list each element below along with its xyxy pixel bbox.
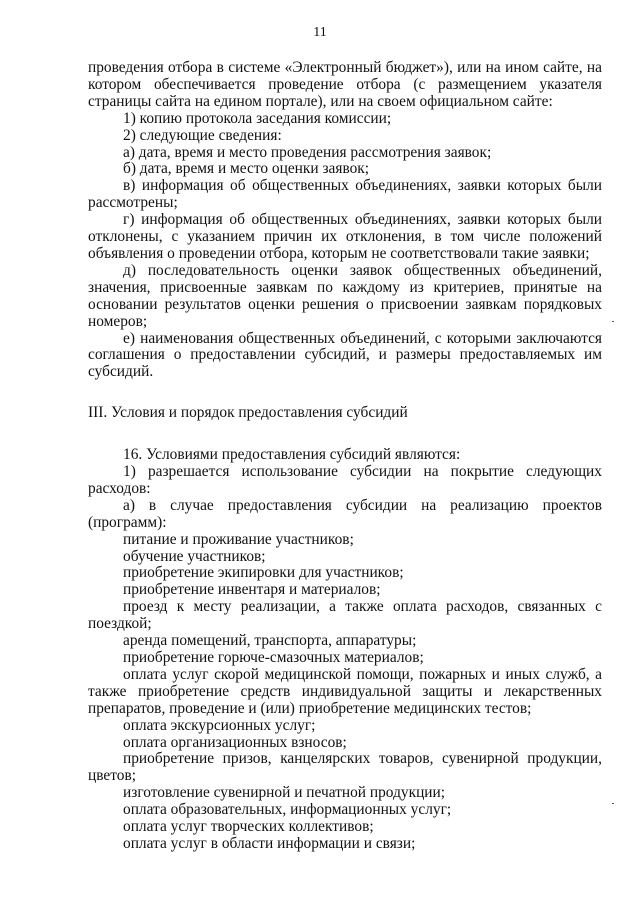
expense-item-fees: оплата организационных взносов;	[123, 733, 347, 751]
list-item-reviewed-applicants: в) информация об общественных объединениях, заявки которых были рассмотрены;	[88, 177, 602, 212]
list-item-evaluation-order: д) последовательность оценки заявок общественных объединений, значения, присвоенные заявкам по каждому из критериев, принятые на основании результатов оценки решения о присвоении заявкам порядковых номеров;	[88, 261, 602, 330]
clause-16: 16. Условиями предоставления субсидий являются:	[123, 446, 461, 464]
expense-item-fuel: приобретение горюче-смазочных материалов;	[123, 649, 424, 666]
expense-item-excursions: оплата экскурсионных услуг;	[123, 716, 316, 734]
list-item-agreement-recipients: е) наименования общественных объединений, с которыми заключаются соглашения о предоставлении субсидий, и размеры предоставляемых им субсидий.	[88, 329, 602, 381]
expense-item-rent: аренда помещений, транспорта, аппаратуры;	[123, 632, 417, 650]
list-item-rejected-applicants: г) информация об общественных объединениях, заявки которых были отклонены, с указанием причин их отклонения, в том числе положений объявления о проведении отбора, которым не соответствовали такие заявки;	[88, 211, 602, 262]
expense-item-training: обучение участников;	[123, 547, 266, 565]
section-heading: III. Условия и порядок предоставления субсидий	[88, 404, 408, 422]
list-item-projects-case: а) в случае предоставления субсидии на реализацию проектов (программ):	[88, 496, 602, 531]
document-body	[88, 60, 602, 853]
list-item-protocol-copy: 1) копию протокола заседания комиссии;	[123, 109, 392, 127]
paragraph-continuation: проведения отбора в системе «Электронный бюджет»), или на ином сайте, на котором обеспечивается проведение отбора (с размещением указателя страницы сайта на едином портале), или на своем официальном сайте:	[88, 59, 602, 110]
page-number: 11	[313, 25, 327, 40]
expense-item-inventory: приобретение инвентаря и материалов;	[123, 581, 381, 599]
expense-item-communications: оплата услуг в области информации и связи;	[123, 834, 416, 852]
expense-item-medical-services: оплата услуг скорой медицинской помощи, пожарных и иных служб, а также приобретение средств индивидуальной защиты и лекарственных препаратов, проведение и (или) приобретение медицинских тестов;	[88, 665, 602, 717]
expense-item-souvenirs-printing: изготовление сувенирной и печатной продукции;	[123, 784, 446, 802]
expense-item-food-lodging: питание и проживание участников;	[123, 530, 354, 548]
scan-speck	[612, 803, 614, 804]
list-item-following-info: 2) следующие сведения:	[123, 126, 282, 144]
expense-item-travel: проезд к месту реализации, а также оплата расходов, связанных с поездкой;	[88, 598, 602, 633]
expense-item-creative-groups: оплата услуг творческих коллективов;	[123, 818, 374, 836]
list-item-allowed-expenses: 1) разрешается использование субсидии на покрытие следующих расходов:	[88, 463, 602, 497]
list-item-review-date: а) дата, время и место проведения рассмотрения заявок;	[123, 143, 492, 161]
expense-item-education-info: оплата образовательных, информационных услуг;	[123, 801, 452, 819]
list-item-evaluation-date: б) дата, время и место оценки заявок;	[123, 160, 370, 178]
expense-item-prizes: приобретение призов, канцелярских товаров, сувенирной продукции, цветов;	[88, 750, 602, 785]
scan-speck	[612, 321, 614, 322]
expense-item-equipment: приобретение экипировки для участников;	[123, 564, 404, 582]
